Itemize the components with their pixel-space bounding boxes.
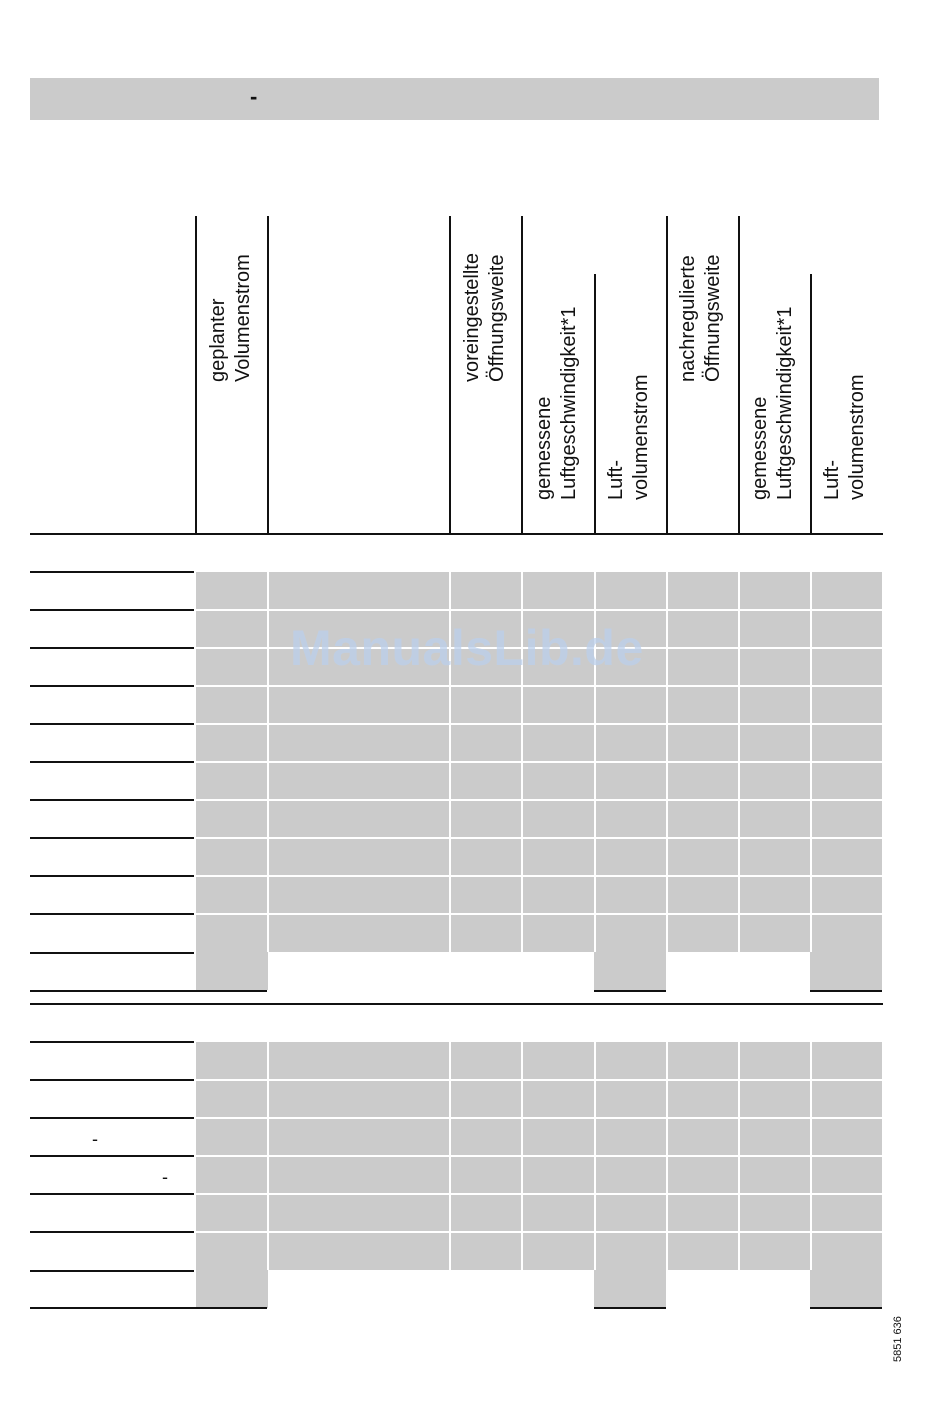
total-cell — [594, 1270, 666, 1308]
row-label-line — [30, 685, 194, 687]
section-divider-rule — [30, 1003, 883, 1005]
row-label-line — [30, 1079, 194, 1081]
total-cell — [810, 1270, 882, 1308]
row-separator — [196, 723, 882, 725]
row-separator — [196, 913, 882, 915]
watermark: ManualsLib.de — [290, 620, 644, 676]
banner-dash: - — [250, 84, 258, 109]
total-row-line — [594, 990, 666, 992]
header-divider — [594, 274, 596, 534]
total-cell — [196, 952, 268, 990]
header-divider — [738, 216, 740, 534]
row-label-line — [30, 761, 194, 763]
row-label-line — [30, 1270, 194, 1272]
row-label-line — [30, 1041, 194, 1043]
header-gemessene-luftgeschwindigkeit-2: gemessene Luftgeschwindigkeit*1 — [749, 306, 796, 500]
total-cell — [594, 952, 666, 990]
header-divider — [810, 274, 812, 534]
total-cell — [196, 1270, 268, 1308]
row-separator — [196, 875, 882, 877]
row-separator — [196, 1079, 882, 1081]
header-divider — [195, 216, 197, 534]
row-separator — [196, 761, 882, 763]
document-number: 5851 636 — [892, 1316, 904, 1362]
row-label-line — [30, 571, 194, 573]
row-label-line — [30, 799, 194, 801]
row-separator — [196, 837, 882, 839]
row-label-line — [30, 1193, 194, 1195]
row-separator — [196, 1231, 882, 1233]
row-label-line — [30, 1155, 194, 1157]
header-divider — [267, 216, 269, 534]
title-banner — [30, 78, 879, 120]
row-separator — [196, 1117, 882, 1119]
header-divider — [521, 216, 523, 534]
row-label-line — [30, 723, 194, 725]
row-separator — [196, 609, 882, 611]
total-row-line — [594, 1307, 666, 1309]
header-geplanter-volumenstrom: geplanter Volumenstrom — [207, 254, 254, 382]
total-cell — [810, 952, 882, 990]
row-label-line — [30, 837, 194, 839]
total-row-line — [810, 990, 882, 992]
row-label-line — [30, 1231, 194, 1233]
header-bottom-rule — [30, 533, 883, 535]
row-label-line — [30, 952, 194, 954]
row-dash: - — [162, 1167, 168, 1187]
row-label-line — [30, 913, 194, 915]
row-label-line — [30, 647, 194, 649]
header-luftvolumenstrom-2: Luft- volumenstrom — [821, 374, 868, 500]
header-gemessene-luftgeschwindigkeit: gemessene Luftgeschwindigkeit*1 — [533, 306, 580, 500]
header-luftvolumenstrom: Luft- volumenstrom — [605, 374, 652, 500]
total-row-line — [30, 1307, 267, 1309]
row-separator — [196, 685, 882, 687]
row-label-line — [30, 875, 194, 877]
row-separator — [196, 799, 882, 801]
row-dash: - — [92, 1129, 98, 1149]
header-voreingestellte-oeffnungsweite: voreingestellte Öffnungsweite — [461, 253, 508, 382]
row-label-line — [30, 609, 194, 611]
header-divider — [666, 216, 668, 534]
header-nachregulierte-oeffnungsweite: nachregulierte Öffnungsweite — [677, 254, 724, 382]
row-separator — [196, 1193, 882, 1195]
row-label-line — [30, 1117, 194, 1119]
header-divider — [449, 216, 451, 534]
total-row-line — [810, 1307, 882, 1309]
total-row-line — [30, 990, 267, 992]
row-separator — [196, 1155, 882, 1157]
